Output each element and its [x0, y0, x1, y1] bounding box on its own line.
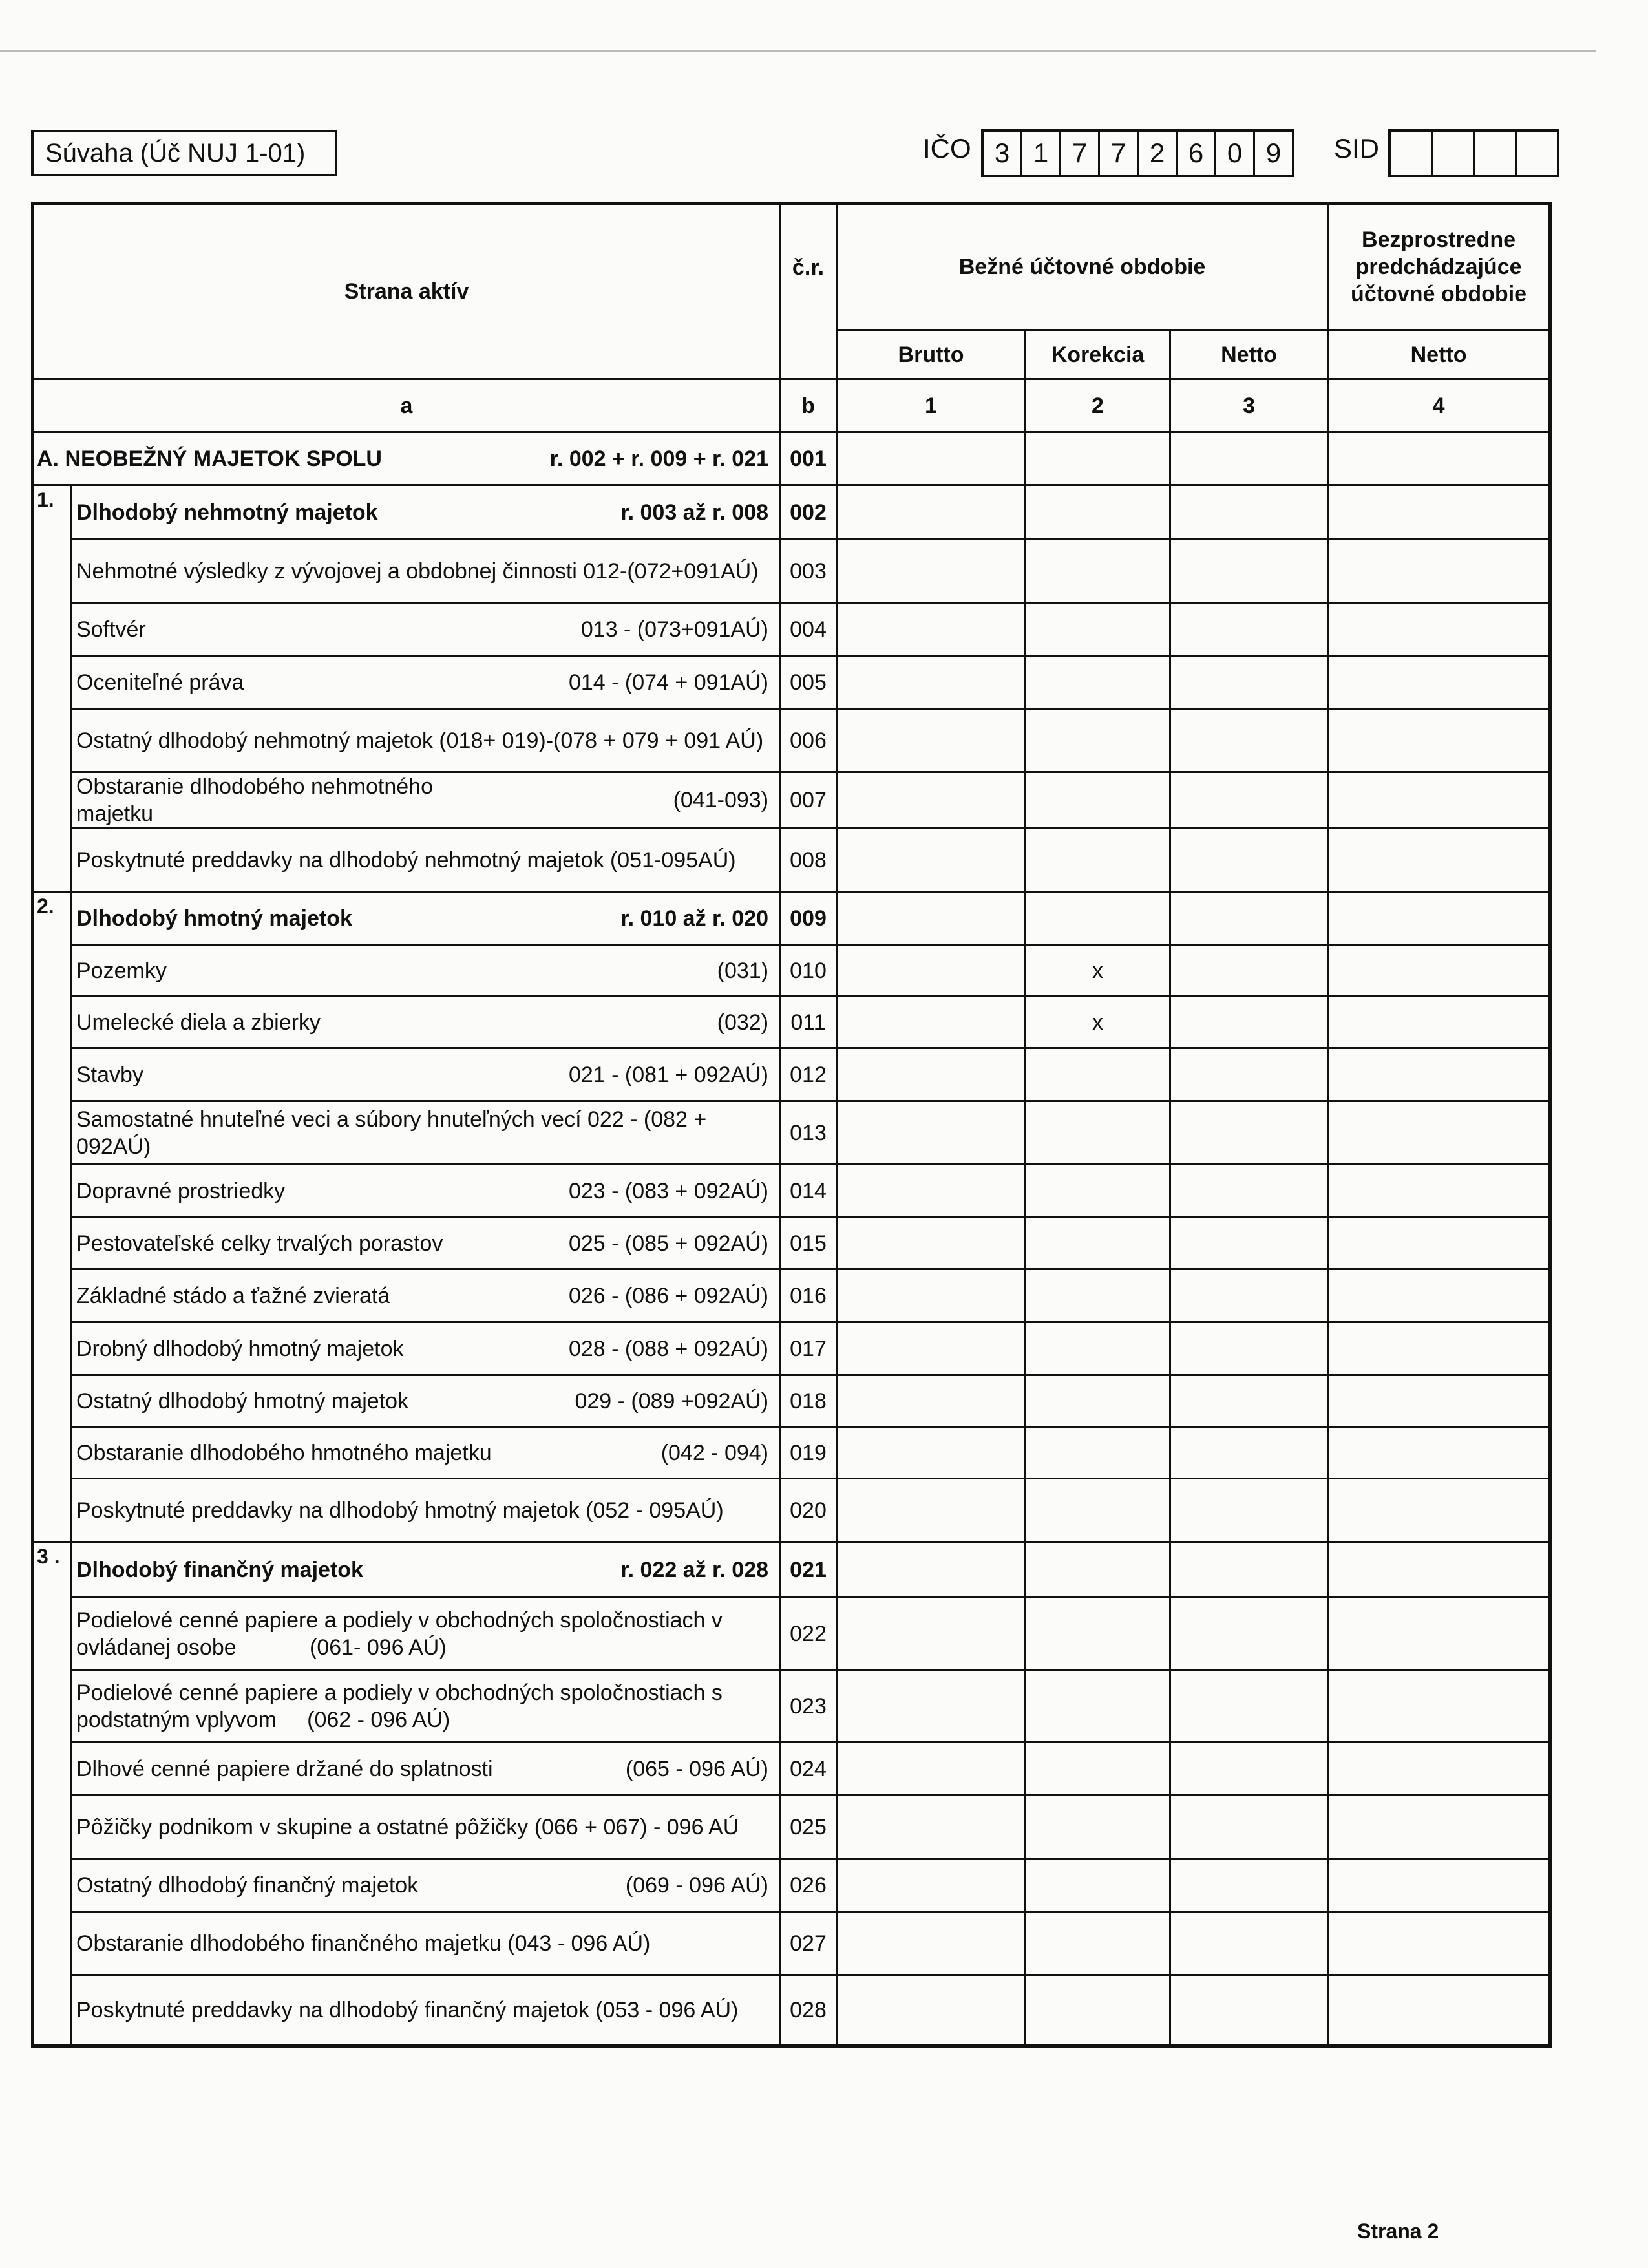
- row-number: 004: [780, 603, 837, 656]
- sid-cell[interactable]: [1517, 132, 1557, 175]
- row-formula: r. 010 až r. 020: [620, 906, 769, 931]
- row-text: Podielové cenné papiere a podiely v obchodných spoločnostiach s podstatným vplyvom (062 - 096 AÚ): [76, 1680, 735, 1732]
- value-cell-netto[interactable]: [1170, 1670, 1328, 1743]
- ico-digit[interactable]: 3: [984, 132, 1022, 175]
- row-number: 010: [780, 945, 837, 997]
- value-cell-netto-prev[interactable]: [1328, 1859, 1550, 1912]
- value-cell-korekcia[interactable]: [1026, 656, 1170, 709]
- value-cell-korekcia[interactable]: [1026, 1796, 1170, 1859]
- value-cell-korekcia[interactable]: [1026, 1269, 1170, 1322]
- value-cell-netto-prev[interactable]: [1328, 1218, 1550, 1269]
- value-cell-netto-prev[interactable]: [1328, 485, 1550, 540]
- row-text: Obstaranie dlhodobého nehmotného majetku: [76, 774, 439, 826]
- table-row: [33, 1427, 1550, 1479]
- row-number: 011: [780, 997, 837, 1048]
- value-cell-netto[interactable]: [1170, 1048, 1328, 1101]
- value-cell-netto[interactable]: [1170, 656, 1328, 709]
- row-label: [72, 1796, 780, 1859]
- row-label: [72, 485, 780, 540]
- row-label: [72, 1218, 780, 1269]
- value-cell-korekcia[interactable]: x: [1026, 997, 1170, 1048]
- row-text: Ostatný dlhodobý nehmotný majetok (018+ 019)-(078 + 079 + 091 AÚ): [76, 728, 764, 753]
- row-text: Nehmotné výsledky z vývojovej a obdobnej činnosti 012-(072+091AÚ): [76, 558, 759, 584]
- row-formula: r. 003 až r. 008: [620, 500, 769, 525]
- table-row: [33, 1479, 1550, 1542]
- value-cell-brutto[interactable]: [837, 1375, 1026, 1427]
- ico-digit[interactable]: 1: [1022, 132, 1061, 175]
- row-formula: (031): [717, 958, 769, 983]
- row-label: [72, 1427, 780, 1479]
- table-row: [33, 485, 1550, 540]
- value-cell-netto-prev[interactable]: [1328, 1048, 1550, 1101]
- row-label: [72, 1048, 780, 1101]
- row-text: Umelecké diela a zbierky: [76, 1010, 321, 1035]
- value-cell-korekcia[interactable]: [1026, 485, 1170, 540]
- table-row: [33, 709, 1550, 772]
- ico-digit[interactable]: 9: [1265, 138, 1282, 168]
- value-cell-netto-prev[interactable]: [1328, 1598, 1550, 1670]
- row-label: [72, 1101, 780, 1165]
- value-cell-netto[interactable]: [1170, 1743, 1328, 1796]
- section-number-cell: [33, 892, 72, 1542]
- value-cell-netto-prev[interactable]: [1328, 1743, 1550, 1796]
- table-row: [33, 997, 1550, 1048]
- header-brutto: Brutto: [837, 330, 1026, 379]
- value-cell-korekcia[interactable]: x: [1026, 945, 1170, 997]
- row-formula: 023 - (083 + 092AÚ): [568, 1178, 769, 1203]
- table-row: [33, 1269, 1550, 1322]
- header-netto: Netto: [1170, 330, 1328, 379]
- row-number: 028: [780, 1975, 837, 2046]
- row-label: [72, 1743, 780, 1796]
- value-cell-netto-prev[interactable]: [1328, 603, 1550, 656]
- row-label: [72, 1912, 780, 1975]
- row-text: Poskytnuté preddavky na dlhodobý hmotný majetok (052 - 095AÚ): [76, 1498, 724, 1523]
- value-cell-netto[interactable]: [1170, 1796, 1328, 1859]
- value-cell-netto-prev[interactable]: [1328, 1101, 1550, 1165]
- value-cell-brutto[interactable]: [837, 656, 1026, 709]
- value-cell-korekcia[interactable]: [1026, 829, 1170, 892]
- ico-field[interactable]: [981, 129, 1294, 177]
- row-number: 001: [780, 432, 837, 485]
- form-title: Súvaha (Úč NUJ 1-01): [31, 130, 337, 176]
- value-cell-netto[interactable]: [1170, 709, 1328, 772]
- value-cell-netto[interactable]: [1170, 1269, 1328, 1322]
- row-label: [72, 1165, 780, 1218]
- col-label-b: b: [780, 379, 837, 432]
- value-cell-korekcia[interactable]: [1026, 1542, 1170, 1598]
- row-formula: r. 022 až r. 028: [620, 1557, 769, 1582]
- section-number-cell: [33, 1542, 72, 2046]
- row-label: [72, 945, 780, 997]
- row-number: 002: [780, 485, 837, 540]
- value-cell-netto[interactable]: [1170, 892, 1328, 945]
- table-row: [33, 772, 1550, 829]
- value-cell-brutto[interactable]: [837, 1859, 1026, 1912]
- row-text: Ostatný dlhodobý hmotný majetok: [76, 1388, 409, 1414]
- table-row: [33, 945, 1550, 997]
- value-cell-netto[interactable]: [1170, 540, 1328, 603]
- row-text: Pestovateľské celky trvalých porastov: [76, 1231, 443, 1256]
- row-number: 005: [780, 656, 837, 709]
- row-text: Drobný dlhodobý hmotný majetok: [76, 1336, 404, 1361]
- value-cell-korekcia[interactable]: [1026, 1975, 1170, 2046]
- value-cell-brutto[interactable]: [837, 1165, 1026, 1218]
- value-cell-korekcia[interactable]: [1026, 1375, 1170, 1427]
- table-row: [33, 1375, 1550, 1427]
- row-text: Dlhodobý hmotný majetok: [76, 906, 352, 931]
- table-row: [33, 1598, 1550, 1670]
- value-cell-netto-prev[interactable]: [1328, 709, 1550, 772]
- value-cell-brutto[interactable]: [837, 1048, 1026, 1101]
- ico-digit[interactable]: 6: [1178, 132, 1216, 175]
- value-cell-korekcia[interactable]: [1026, 1598, 1170, 1670]
- value-cell-korekcia[interactable]: [1026, 1670, 1170, 1743]
- table-row: [33, 1101, 1550, 1165]
- row-label: [72, 1975, 780, 2046]
- row-label: [33, 432, 780, 485]
- row-label: [72, 772, 780, 829]
- value-cell-brutto[interactable]: [837, 1796, 1026, 1859]
- value-cell-netto[interactable]: [1170, 1427, 1328, 1479]
- value-cell-netto-prev[interactable]: [1328, 1670, 1550, 1743]
- row-label: [72, 1269, 780, 1322]
- value-cell-netto-prev[interactable]: [1328, 1269, 1550, 1322]
- value-cell-netto[interactable]: [1170, 772, 1328, 829]
- value-cell-korekcia[interactable]: [1026, 1859, 1170, 1912]
- value-cell-netto-prev[interactable]: [1328, 1796, 1550, 1859]
- col-label-3: 3: [1170, 379, 1328, 432]
- value-cell-netto-prev[interactable]: [1328, 945, 1550, 997]
- row-label: [72, 892, 780, 945]
- row-text: Softvér: [76, 617, 146, 642]
- value-cell-korekcia[interactable]: [1026, 540, 1170, 603]
- row-text: Pozemky: [76, 958, 167, 983]
- row-text: Ostatný dlhodobý finančný majetok: [76, 1872, 419, 1898]
- row-label: [72, 1598, 780, 1670]
- value-cell-netto-prev[interactable]: [1328, 432, 1550, 485]
- row-formula: 029 - (089 +092AÚ): [575, 1388, 769, 1414]
- value-cell-brutto[interactable]: [837, 1975, 1026, 2046]
- value-cell-korekcia[interactable]: [1026, 1048, 1170, 1101]
- value-cell-korekcia[interactable]: [1026, 1912, 1170, 1975]
- value-cell-korekcia[interactable]: [1026, 1218, 1170, 1269]
- row-number: 003: [780, 540, 837, 603]
- row-number: 016: [780, 1269, 837, 1322]
- table-row: [33, 1165, 1550, 1218]
- row-formula: 028 - (088 + 092AÚ): [568, 1336, 769, 1361]
- row-text: Poskytnuté preddavky na dlhodobý finančný majetok (053 - 096 AÚ): [76, 1998, 739, 2022]
- header-cr: č.r.: [780, 204, 837, 379]
- table-row: [33, 892, 1550, 945]
- row-number: 015: [780, 1218, 837, 1269]
- col-label-a: a: [33, 379, 780, 432]
- row-number: 022: [780, 1598, 837, 1670]
- row-text: Obstaranie dlhodobého hmotného majetku: [76, 1440, 492, 1465]
- row-number: 013: [780, 1101, 837, 1165]
- value-cell-brutto[interactable]: [837, 892, 1026, 945]
- row-text: Poskytnuté preddavky na dlhodobý nehmotný majetok (051-095AÚ): [76, 847, 736, 873]
- value-cell-netto-prev[interactable]: [1328, 1375, 1550, 1427]
- table-row: [33, 1670, 1550, 1743]
- row-number: 025: [780, 1796, 837, 1859]
- row-label: [72, 829, 780, 892]
- row-formula: (032): [717, 1010, 769, 1035]
- value-cell-brutto[interactable]: [837, 540, 1026, 603]
- header-netto-prev: Netto: [1328, 330, 1550, 379]
- value-cell-korekcia[interactable]: [1026, 709, 1170, 772]
- row-formula: 021 - (081 + 092AÚ): [568, 1062, 769, 1087]
- value-cell-brutto[interactable]: [837, 1101, 1026, 1165]
- row-number: 020: [780, 1479, 837, 1542]
- balance-sheet-table: [31, 202, 1552, 2048]
- row-label: [72, 1375, 780, 1427]
- row-label: [72, 656, 780, 709]
- value-cell-netto-prev[interactable]: [1328, 1912, 1550, 1975]
- value-cell-korekcia[interactable]: [1026, 432, 1170, 485]
- row-label: [72, 1479, 780, 1542]
- row-number: 024: [780, 1743, 837, 1796]
- row-number: 023: [780, 1670, 837, 1743]
- table-row: [33, 432, 1550, 485]
- row-number: 012: [780, 1048, 837, 1101]
- col-label-4: 4: [1328, 379, 1550, 432]
- row-formula: (069 - 096 AÚ): [625, 1872, 769, 1898]
- section-number-cell: [33, 485, 72, 892]
- row-number: 019: [780, 1427, 837, 1479]
- row-text: Pôžičky podnikom v skupine a ostatné pôžičky (066 + 067) - 096 AÚ: [76, 1814, 739, 1839]
- value-cell-netto[interactable]: [1170, 1322, 1328, 1375]
- value-cell-brutto[interactable]: [837, 1427, 1026, 1479]
- value-cell-korekcia[interactable]: [1026, 1427, 1170, 1479]
- row-number: 026: [780, 1859, 837, 1912]
- value-cell-netto[interactable]: [1170, 945, 1328, 997]
- row-formula: r. 002 + r. 009 + r. 021: [549, 446, 769, 471]
- value-cell-brutto[interactable]: [837, 945, 1026, 997]
- row-text: Dlhové cenné papiere držané do splatnosti: [76, 1756, 493, 1781]
- row-number: 007: [780, 772, 837, 829]
- table-row: [33, 1322, 1550, 1375]
- value-cell-korekcia[interactable]: [1026, 772, 1170, 829]
- value-cell-brutto[interactable]: [837, 485, 1026, 540]
- value-cell-netto-prev[interactable]: [1328, 1542, 1550, 1598]
- table-row: [33, 1975, 1550, 2046]
- row-label: [72, 1542, 780, 1598]
- value-cell-korekcia[interactable]: [1026, 1743, 1170, 1796]
- row-number: 009: [780, 892, 837, 945]
- table-row: [33, 540, 1550, 603]
- value-cell-netto-prev[interactable]: [1328, 1479, 1550, 1542]
- table-row: [33, 1796, 1550, 1859]
- row-label: [72, 709, 780, 772]
- ico-digit[interactable]: 7: [1061, 132, 1100, 175]
- value-cell-netto-prev[interactable]: [1328, 1427, 1550, 1479]
- value-cell-netto[interactable]: [1170, 1479, 1328, 1542]
- row-formula: 025 - (085 + 092AÚ): [568, 1231, 769, 1256]
- row-text: Dlhodobý finančný majetok: [76, 1557, 363, 1582]
- top-divider: [0, 50, 1596, 52]
- row-formula: 026 - (086 + 092AÚ): [568, 1283, 769, 1308]
- value-cell-netto-prev[interactable]: [1328, 656, 1550, 709]
- row-formula: 014 - (074 + 091AÚ): [568, 670, 769, 695]
- row-label: [72, 1859, 780, 1912]
- value-cell-korekcia[interactable]: [1026, 892, 1170, 945]
- value-cell-netto[interactable]: [1170, 829, 1328, 892]
- row-label: [72, 997, 780, 1048]
- value-cell-netto[interactable]: [1170, 1165, 1328, 1218]
- row-number: 027: [780, 1912, 837, 1975]
- value-cell-brutto[interactable]: [837, 1743, 1026, 1796]
- value-cell-brutto[interactable]: [837, 997, 1026, 1048]
- value-cell-netto[interactable]: [1170, 997, 1328, 1048]
- value-cell-netto[interactable]: [1170, 1542, 1328, 1598]
- sid-cell[interactable]: [1391, 132, 1433, 175]
- value-cell-brutto[interactable]: [837, 1912, 1026, 1975]
- row-text: Stavby: [76, 1062, 143, 1087]
- table-row: [33, 1912, 1550, 1975]
- table-row: [33, 1743, 1550, 1796]
- row-formula: (042 - 094): [660, 1440, 769, 1465]
- value-cell-netto-prev[interactable]: [1328, 1975, 1550, 2046]
- value-cell-netto-prev[interactable]: [1328, 772, 1550, 829]
- row-text: Základné stádo a ťažné zvieratá: [76, 1283, 390, 1308]
- row-number: 014: [780, 1165, 837, 1218]
- value-cell-netto[interactable]: [1170, 1975, 1328, 2046]
- row-text: A. NEOBEŽNÝ MAJETOK SPOLU: [37, 446, 382, 471]
- row-formula: 013 - (073+091AÚ): [580, 617, 769, 642]
- header-korekcia: Korekcia: [1026, 330, 1170, 379]
- table-row: [33, 603, 1550, 656]
- row-label: [72, 1322, 780, 1375]
- row-text: Dlhodobý nehmotný majetok: [76, 500, 378, 525]
- value-cell-brutto[interactable]: [837, 1218, 1026, 1269]
- col-label-2: 2: [1026, 379, 1170, 432]
- header-predchadzajuce-obdobie: Bezprostredne predchádzajúce účtovné obdobie: [1328, 204, 1550, 330]
- row-label: [72, 540, 780, 603]
- sid-cell[interactable]: [1433, 132, 1475, 175]
- ico-digit[interactable]: 0: [1216, 132, 1255, 175]
- ico-digit[interactable]: 2: [1139, 132, 1178, 175]
- section-number: 1.: [37, 488, 54, 511]
- value-cell-netto[interactable]: [1170, 1859, 1328, 1912]
- value-cell-brutto[interactable]: [837, 1479, 1026, 1542]
- row-text: Podielové cenné papiere a podiely v obchodných spoločnostiach v ovládanej osobe (061- 096 AÚ): [76, 1607, 729, 1660]
- row-text: Dopravné prostriedky: [76, 1178, 286, 1203]
- row-text: Oceniteľné práva: [76, 670, 244, 695]
- row-number: 021: [780, 1542, 837, 1598]
- value-cell-netto[interactable]: [1170, 603, 1328, 656]
- value-cell-brutto[interactable]: [837, 1269, 1026, 1322]
- value-cell-brutto[interactable]: [837, 772, 1026, 829]
- value-cell-netto[interactable]: [1170, 485, 1328, 540]
- section-number: 2.: [37, 895, 54, 918]
- sid-cell[interactable]: [1475, 132, 1517, 175]
- row-formula: (041-093): [673, 788, 769, 812]
- row-number: 008: [780, 829, 837, 892]
- value-cell-korekcia[interactable]: [1026, 1101, 1170, 1165]
- sid-field[interactable]: [1388, 129, 1559, 177]
- value-cell-brutto[interactable]: [837, 1322, 1026, 1375]
- value-cell-brutto[interactable]: [837, 603, 1026, 656]
- row-number: 006: [780, 709, 837, 772]
- value-cell-netto-prev[interactable]: [1328, 892, 1550, 945]
- col-label-1: 1: [837, 379, 1026, 432]
- row-number: 018: [780, 1375, 837, 1427]
- row-formula: (065 - 096 AÚ): [625, 1756, 769, 1781]
- value-cell-korekcia[interactable]: [1026, 1322, 1170, 1375]
- row-text: Obstaranie dlhodobého finančného majetku (043 - 096 AÚ): [76, 1931, 651, 1956]
- page-number: Strana 2: [1357, 2220, 1439, 2243]
- value-cell-netto-prev[interactable]: [1328, 1322, 1550, 1375]
- value-cell-korekcia[interactable]: [1026, 1165, 1170, 1218]
- value-cell-brutto[interactable]: [837, 1670, 1026, 1743]
- value-cell-netto-prev[interactable]: [1328, 540, 1550, 603]
- table-row: [33, 829, 1550, 892]
- value-cell-netto-prev[interactable]: [1328, 997, 1550, 1048]
- sid-label: SID: [1334, 133, 1380, 164]
- value-cell-korekcia[interactable]: [1026, 603, 1170, 656]
- header-strana-aktiv: Strana aktív: [33, 204, 780, 379]
- value-cell-brutto[interactable]: [837, 709, 1026, 772]
- row-number: 017: [780, 1322, 837, 1375]
- value-cell-netto[interactable]: [1170, 1912, 1328, 1975]
- table-row: [33, 1542, 1550, 1598]
- value-cell-brutto[interactable]: [837, 1542, 1026, 1598]
- ico-digit[interactable]: 7: [1100, 132, 1139, 175]
- row-label: [72, 1670, 780, 1743]
- section-number: 3 .: [37, 1545, 60, 1568]
- value-cell-korekcia[interactable]: [1026, 1479, 1170, 1542]
- table-row: [33, 1218, 1550, 1269]
- value-cell-brutto[interactable]: [837, 1598, 1026, 1670]
- value-cell-brutto[interactable]: [837, 432, 1026, 485]
- value-cell-netto[interactable]: [1170, 1598, 1328, 1670]
- value-cell-netto-prev[interactable]: [1328, 829, 1550, 892]
- ico-label: IČO: [923, 133, 971, 164]
- value-cell-netto[interactable]: [1170, 432, 1328, 485]
- header-bezne-obdobie: Bežné účtovné obdobie: [837, 204, 1328, 330]
- table-row: [33, 656, 1550, 709]
- value-cell-netto[interactable]: [1170, 1101, 1328, 1165]
- table-row: [33, 1859, 1550, 1912]
- row-text: Samostatné hnuteľné veci a súbory hnuteľných vecí 022 - (082 + 092AÚ): [76, 1107, 713, 1159]
- row-label: [72, 603, 780, 656]
- table-row: [33, 1048, 1550, 1101]
- value-cell-netto[interactable]: [1170, 1218, 1328, 1269]
- value-cell-brutto[interactable]: [837, 829, 1026, 892]
- value-cell-netto-prev[interactable]: [1328, 1165, 1550, 1218]
- value-cell-netto[interactable]: [1170, 1375, 1328, 1427]
